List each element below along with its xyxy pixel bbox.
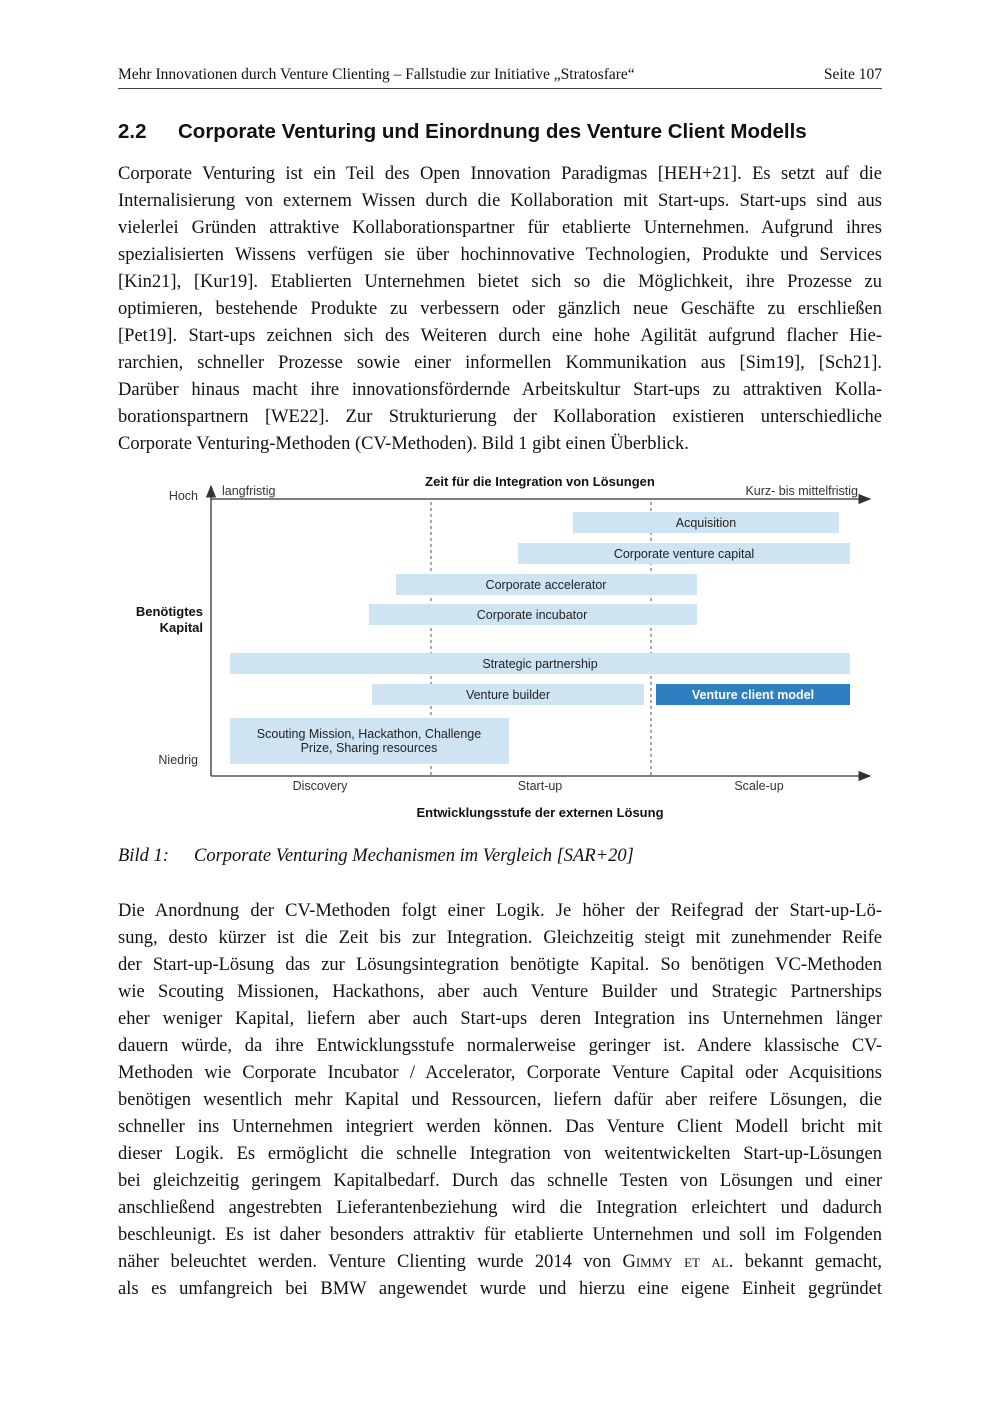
text-line: Darüber hinaus macht ihre innovationsfördernde Arbeitskultur Start-ups zu attraktiven Kolla- (118, 380, 882, 400)
text-line: borationspartnern [WE22]. Zur Strukturierung der Kollaboration existieren unterschiedliche (118, 407, 882, 427)
text-line-with-author (118, 1249, 882, 1276)
bar-label: Corporate venture capital (613, 547, 755, 561)
y-axis-low: Niedrig (158, 753, 198, 767)
text-line: beschleunigt. Es ist daher besonders attraktiv für etablierte Unternehmen und soll im Folgenden (118, 1225, 882, 1245)
text-line: Die Anordnung der CV-Methoden folgt einer Logik. Je höher der Reifegrad der Start-up-Lö- (118, 901, 882, 921)
bar-label: Strategic partnership (482, 657, 598, 671)
bar-label: Corporate incubator (476, 608, 588, 622)
text-line: dieser Logik. Es ermöglicht die schnelle Integration von weitentwickelten Start-up-Lösungen (118, 1144, 882, 1164)
text-line: benötigen wesentlich mehr Kapital und Ressourcen, liefern dafür aber reifere Lösungen, die (118, 1090, 882, 1110)
caption-label: Bild 1: (118, 846, 169, 866)
running-header (118, 66, 882, 89)
top-axis-left-label: langfristig (222, 484, 276, 498)
bar-label: Prize, Sharing resources (300, 741, 438, 755)
y-axis-high: Hoch (168, 489, 198, 503)
top-axis-right-label: Kurz- bis mittelfristig (745, 484, 858, 498)
text-segment: bekannt gemacht, (733, 1252, 882, 1272)
text-line: vielerlei Gründen attraktive Kollaborationspartner für etablierte Unternehmen. Aufgrund ihres (118, 218, 882, 238)
bar-label: Venture builder (465, 688, 551, 702)
text-line: dauern würde, da ihre Entwicklungsstufe normalerweise geringer ist. Andere klassische CV- (118, 1036, 882, 1056)
text-line: schneller ins Unternehmen integriert werden können. Das Venture Client Modell bricht mit (118, 1117, 882, 1137)
top-axis-title: Zeit für die Integration von Lösungen (425, 474, 655, 489)
text-segment: näher beleuchtet werden. Venture Clienting wurde 2014 von (118, 1252, 612, 1272)
stage-label: Start-up (517, 779, 563, 793)
text-line: wie Scouting Missionen, Hackathons, aber auch Venture Builder und Strategic Partnerships (118, 982, 882, 1002)
text-line: eher weniger Kapital, liefern aber auch Start-ups deren Integration ins Unternehmen länger (118, 1009, 882, 1029)
page-number: Seite 107 (823, 66, 882, 83)
bar-label-highlight: Venture client model (691, 688, 815, 702)
text-line: [Pet19]. Start-ups zeichnen sich des Weiteren durch eine hohe Agilität aufgrund flacher Hie- (118, 326, 882, 346)
text-line: bei gleichzeitig geringem Kapitalbedarf. Durch das schnelle Testen von Lösungen und einer (118, 1171, 882, 1191)
bar-label: Acquisition (675, 516, 737, 530)
figure-caption (118, 846, 882, 867)
text-line: Methoden wie Corporate Incubator / Accelerator, Corporate Venture Capital oder Acquisitions (118, 1063, 882, 1083)
text-line: sung, desto kürzer ist die Zeit bis zur Integration. Gleichzeitig steigt mit zunehmender Reife (118, 928, 882, 948)
text-line: als es umfangreich bei BMW angewendet wurde und hierzu eine eigene Einheit gegründet (118, 1279, 882, 1299)
text-line: [Kin21], [Kur19]. Etablierten Unternehmen bietet sich so die Möglichkeit, ihre Prozesse zu (118, 272, 882, 292)
text-line: spezialisierten Wissens verfügen sie über hochinnovative Technologien, Produkte und Services (118, 245, 882, 265)
text-line: Internalisierung von externem Wissen durch die Kollaboration mit Start-ups. Start-ups sind aus (118, 191, 882, 211)
y-axis-title-line2: Kapital (159, 620, 203, 635)
section-number: 2.2 (118, 120, 147, 143)
text-line: Corporate Venturing ist ein Teil des Open Innovation Paradigmas [HEH+21]. Es setzt auf die (118, 164, 882, 184)
running-title: Mehr Innovationen durch Venture Clienting – Fallstudie zur Initiative „Stratosfare“ (118, 66, 635, 83)
bar-label: Corporate accelerator (485, 578, 607, 592)
section-title: Corporate Venturing und Einordnung des Venture Client Modells (178, 120, 807, 143)
figure-cv-mechanisms (118, 466, 882, 826)
text-line: optimieren, bestehende Produkte zu verbessern oder gänzlich neue Geschäfte zu erschließen (118, 299, 882, 319)
paragraph-intro (118, 161, 882, 458)
text-line: anschließend angestrebten Lieferantenbeziehung wird die Integration erleichtert und dadurch (118, 1198, 882, 1218)
bar-label: Scouting Mission, Hackathon, Challenge (256, 727, 482, 741)
text-line: Corporate Venturing-Methoden (CV-Methoden). Bild 1 gibt einen Überblick. (118, 434, 689, 454)
stage-label: Scale-up (734, 779, 784, 793)
stage-label: Discovery (292, 779, 348, 793)
text-line: der Start-up-Lösung das zur Lösungsintegration benötigte Kapital. So benötigen VC-Methoden (118, 955, 882, 975)
caption-text: Corporate Venturing Mechanismen im Vergleich [SAR+20] (194, 846, 634, 866)
x-axis-title: Entwicklungsstufe der externen Lösung (416, 805, 664, 820)
author-name: Gimmy et al. (622, 1252, 734, 1272)
y-axis-title-line1: Benötigtes (135, 604, 203, 619)
section-heading (118, 120, 882, 144)
text-line: rarchien, schneller Prozesse sowie einer informellen Kommunikation aus [Sim19], [Sch21]. (118, 353, 882, 373)
paragraph-logic (118, 898, 882, 1303)
cv-diagram (118, 466, 882, 826)
